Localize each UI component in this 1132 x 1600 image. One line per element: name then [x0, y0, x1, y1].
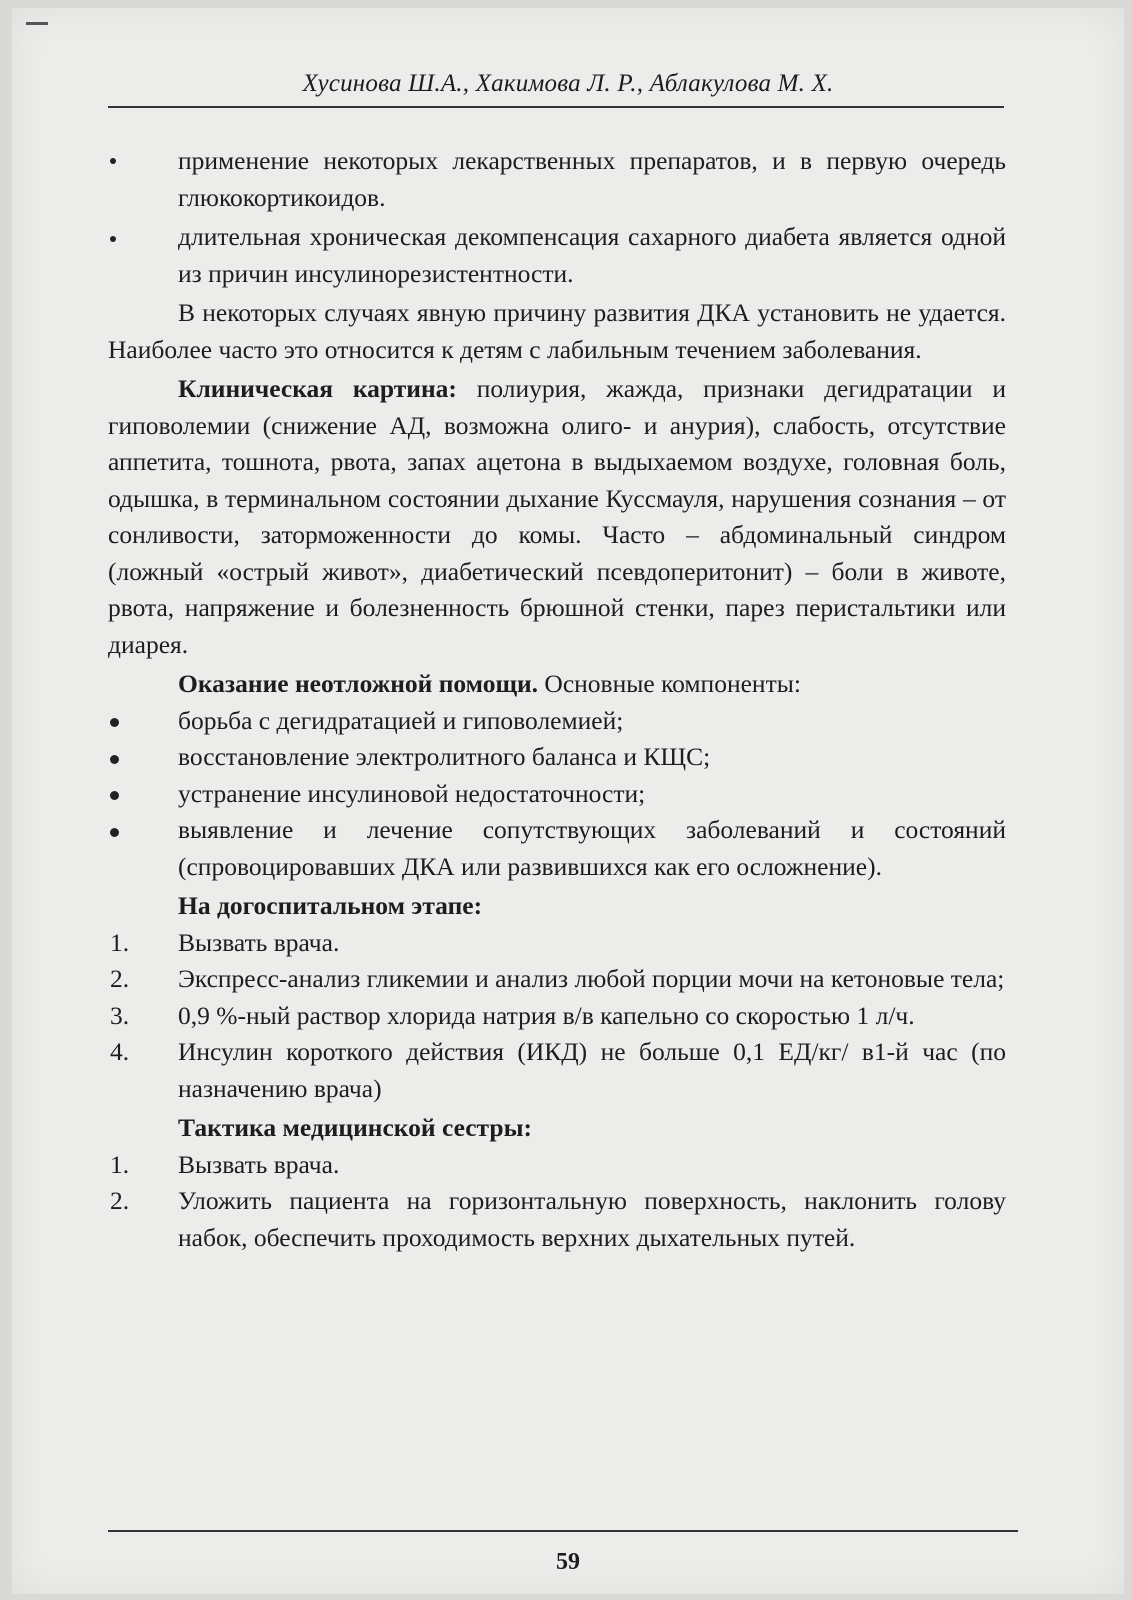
- clinical-heading: Клиническая картина:: [178, 374, 457, 403]
- running-header: Хусинова Ш.А., Хакимова Л. Р., Аблакулова М. Х.: [302, 70, 834, 97]
- nurse-heading: Тактика медицинской сестры:: [178, 1113, 532, 1142]
- numbered-item: [108, 925, 1006, 962]
- item-text: Вызвать врача.: [178, 927, 340, 957]
- item-text: Экспресс-анализ гликемии и анализ любой порции мочи на кетоновые тела;: [178, 964, 1005, 993]
- list-item-text: восстановление электролитного баланса и КЩС;: [178, 742, 711, 771]
- item-number: 1.: [110, 927, 130, 957]
- list-item-text: борьба с дегидратацией и гиповолемией;: [178, 705, 624, 735]
- item-number: 3.: [110, 1000, 130, 1030]
- numbered-item: [108, 1183, 1006, 1256]
- page-body: [108, 143, 1006, 1256]
- list-item: [108, 219, 1006, 292]
- item-number: 4.: [110, 1037, 130, 1066]
- list-item: [108, 143, 1006, 216]
- bullet-icon: [110, 776, 150, 813]
- bullet-icon: [110, 141, 150, 178]
- paragraph-emergency: [108, 666, 1006, 703]
- numbered-item: [108, 961, 1006, 998]
- list-item-text: длительная хроническая декомпенсация сахарного диабета является одной из причин инсулинорезистентности.: [178, 222, 1006, 288]
- footer-rule: [108, 1530, 1018, 1532]
- list-item-text: применение некоторых лекарственных препаратов, и в первую очередь глюкокортикоидов.: [178, 146, 1006, 212]
- item-number: 1.: [110, 1149, 130, 1179]
- prehospital-heading: На догоспитальном этапе:: [178, 891, 483, 920]
- item-text: Уложить пациента на горизонтальную поверхность, наклонить голову набок, обеспечить проходимость верхних дыхательных путей.: [178, 1186, 1006, 1252]
- item-text: Инсулин короткого действия (ИКД) не больше 0,1 ЕД/кг/ в1-й час (по назначению врача): [178, 1037, 1006, 1103]
- page-number: 59: [556, 1549, 580, 1575]
- list-item-text: устранение инсулиновой недостаточности;: [178, 778, 646, 808]
- list-item-text: выявление и лечение сопутствующих заболеваний и состояний (спровоцировавших ДКА или развившихся как его осложнение).: [178, 815, 1006, 881]
- bullet-icon: [110, 703, 150, 740]
- item-text: Вызвать врача.: [178, 1149, 340, 1179]
- bullet-icon: [110, 812, 150, 849]
- item-number: 2.: [110, 964, 130, 993]
- numbered-item: [108, 998, 1006, 1035]
- paragraph-clinical: [108, 371, 1006, 663]
- document-page: [12, 8, 1124, 1594]
- list-item: [108, 812, 1006, 885]
- clinical-text: полиурия, жажда, признаки дегидратации и гиповолемии (снижение АД, возможна олиго- и анурия), слабость, отсутствие аппетита, тошнота, рвота, запах ацетона в выдыхаемом воздухе, головная боль, одышка, в терминальном состоянии дыхание Куссмауля, нарушения сознания – от сонливости, заторможенности до комы. Часто – абдоминальный синдром (ложный «острый живот», диабетический псевдоперитонит) – боли в животе, рвота, напряжение и болезненность брюшной стенки, парез перистальтики или диарея.: [108, 374, 1006, 659]
- bullet-icon: [110, 219, 150, 256]
- paragraph: В некоторых случаях явную причину развития ДКА установить не удается. Наиболее часто это относится к детям с лабильным течением заболевания.: [108, 298, 1006, 364]
- header-rule: [108, 106, 1004, 108]
- list-item: [108, 703, 1006, 740]
- list-item: [108, 739, 1006, 776]
- emergency-heading: Оказание неотложной помощи.: [178, 669, 539, 698]
- numbered-item: [108, 1034, 1006, 1107]
- item-number: 2.: [110, 1186, 130, 1215]
- corner-mark: [26, 22, 48, 25]
- bullet-icon: [110, 739, 150, 776]
- item-text: 0,9 %-ный раствор хлорида натрия в/в капельно со скоростью 1 л/ч.: [178, 1000, 915, 1030]
- numbered-item: [108, 1147, 1006, 1184]
- list-item: [108, 776, 1006, 813]
- emergency-text: Основные компоненты:: [538, 669, 801, 698]
